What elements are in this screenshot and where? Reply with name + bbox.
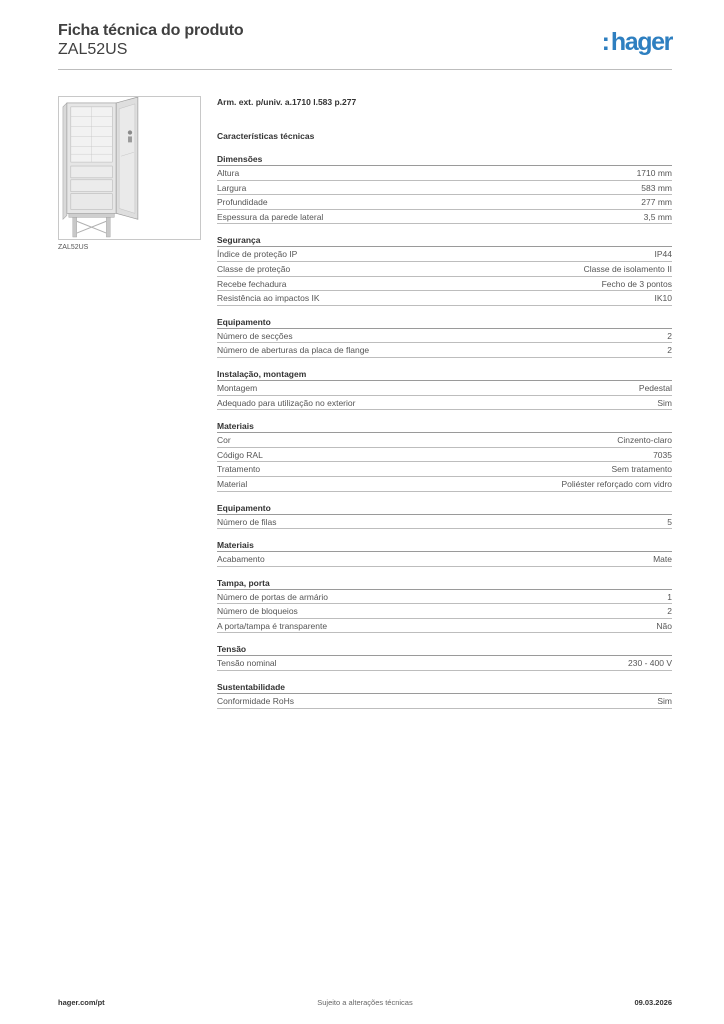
spec-row: [217, 277, 672, 292]
spec-row: [217, 195, 672, 210]
product-image: [58, 96, 201, 240]
spec-value: 7035: [653, 449, 672, 460]
spec-value: 230 - 400 V: [628, 658, 672, 669]
spec-value: Não: [656, 620, 672, 631]
logo-colon-icon: :: [601, 28, 610, 56]
spec-value: Sem tratamento: [611, 464, 672, 475]
spec-label: Tensão nominal: [217, 658, 277, 669]
spec-row: [217, 247, 672, 262]
spec-row: [217, 381, 672, 396]
spec-section: [217, 577, 672, 634]
spec-label: Número de secções: [217, 330, 293, 341]
footer-notice: Sujeito a alterações técnicas: [317, 998, 413, 1007]
spec-row: [217, 515, 672, 530]
spec-row: [217, 656, 672, 671]
spec-label: Largura: [217, 182, 247, 193]
section-title: Materiais: [217, 420, 672, 433]
spec-row: [217, 448, 672, 463]
spec-section: [217, 153, 672, 224]
specifications: [217, 95, 672, 709]
spec-value: 2: [667, 330, 672, 341]
page-header: [58, 22, 672, 70]
logo-text: hager: [610, 28, 672, 56]
cabinet-photo-icon: [59, 97, 200, 239]
spec-label: A porta/tampa é transparente: [217, 620, 328, 631]
section-title: Tensão: [217, 643, 672, 656]
spec-row: [217, 694, 672, 709]
spec-row: [217, 619, 672, 634]
section-title: Sustentabilidade: [217, 681, 672, 694]
section-title: Equipamento: [217, 502, 672, 515]
spec-section: [217, 234, 672, 305]
spec-row: [217, 477, 672, 492]
spec-label: Adequado para utilização no exterior: [217, 397, 356, 408]
spec-value: 1: [667, 591, 672, 602]
spec-section: [217, 502, 672, 530]
spec-value: IK10: [654, 293, 672, 304]
spec-label: Número de portas de armário: [217, 591, 329, 602]
spec-value: Fecho de 3 pontos: [601, 278, 672, 289]
spec-label: Índice de proteção IP: [217, 249, 298, 260]
spec-row: [217, 291, 672, 306]
spec-label: Código RAL: [217, 449, 263, 460]
spec-label: Cor: [217, 435, 231, 446]
spec-value: Mate: [653, 554, 672, 565]
spec-section: [217, 643, 672, 671]
spec-value: 3,5 mm: [643, 211, 672, 222]
spec-label: Tratamento: [217, 464, 261, 475]
spec-row: [217, 343, 672, 358]
image-caption: ZAL52US: [58, 244, 89, 251]
spec-label: Número de filas: [217, 516, 277, 527]
spec-label: Conformidade RoHs: [217, 696, 295, 707]
product-code: ZAL52US: [58, 41, 128, 58]
spec-section: [217, 368, 672, 410]
product-description: Arm. ext. p/univ. a.1710 l.583 p.277: [217, 97, 357, 107]
spec-value: Sim: [657, 696, 672, 707]
spec-value: Poliéster reforçado com vidro: [561, 478, 672, 489]
footer-date: 09.03.2026: [634, 998, 672, 1007]
spec-section: [217, 316, 672, 358]
spec-value: 583 mm: [641, 182, 672, 193]
spec-label: Classe de proteção: [217, 263, 291, 274]
spec-row: [217, 329, 672, 344]
spec-value: 5: [667, 516, 672, 527]
spec-label: Resistência ao impactos IK: [217, 293, 320, 304]
spec-row: [217, 590, 672, 605]
spec-label: Montagem: [217, 382, 258, 393]
spec-label: Profundidade: [217, 197, 268, 208]
spec-row: [217, 210, 672, 225]
page-footer: [58, 998, 672, 1010]
spec-label: Recebe fechadura: [217, 278, 287, 289]
spec-value: 1710 mm: [636, 168, 672, 178]
section-title: Equipamento: [217, 316, 672, 329]
document-title: Ficha técnica do produto: [58, 22, 244, 39]
spec-label: Número de bloqueios: [217, 606, 298, 617]
section-title: Segurança: [217, 234, 672, 247]
section-title: Tampa, porta: [217, 577, 672, 590]
spec-value: 277 mm: [641, 197, 672, 208]
spec-value: 2: [667, 606, 672, 617]
spec-row: [217, 604, 672, 619]
spec-value: Pedestal: [638, 382, 672, 393]
spec-value: Sim: [657, 397, 672, 408]
spec-label: Acabamento: [217, 554, 265, 565]
section-title: Materiais: [217, 539, 672, 552]
spec-row: [217, 166, 672, 181]
spec-value: Cinzento-claro: [617, 435, 672, 446]
spec-row: [217, 552, 672, 567]
spec-row: [217, 433, 672, 448]
spec-value: IP44: [654, 249, 672, 260]
spec-section: [217, 681, 672, 709]
section-title: Dimensões: [217, 153, 672, 166]
spec-value: 2: [667, 345, 672, 356]
spec-label: Altura: [217, 168, 240, 178]
header-divider: [58, 69, 672, 70]
spec-row: [217, 181, 672, 196]
spec-sections: [217, 153, 672, 709]
spec-row: [217, 262, 672, 277]
spec-label: Número de aberturas da placa de flange: [217, 345, 370, 356]
spec-label: Material: [217, 478, 248, 489]
spec-section: [217, 539, 672, 567]
footer-website: hager.com/pt: [58, 998, 105, 1007]
spec-row: [217, 396, 672, 411]
section-title: Instalação, montagem: [217, 368, 672, 381]
spec-value: Classe de isolamento II: [583, 263, 672, 274]
spec-label: Espessura da parede lateral: [217, 211, 324, 222]
spec-section: [217, 420, 672, 491]
hager-logo: [602, 28, 672, 57]
technical-characteristics-heading: Características técnicas: [217, 131, 315, 141]
spec-row: [217, 462, 672, 477]
